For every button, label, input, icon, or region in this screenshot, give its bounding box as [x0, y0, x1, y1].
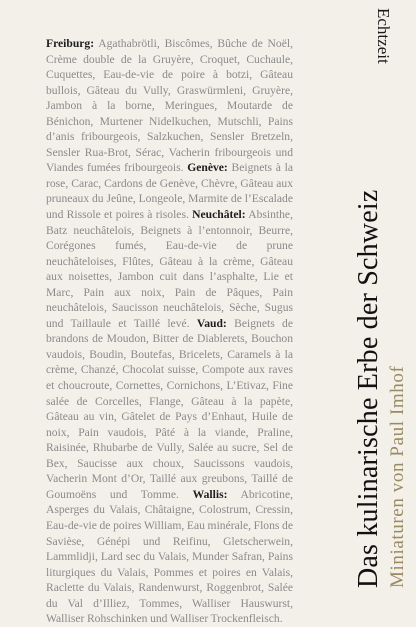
canton-name-geneve: Genève:: [187, 161, 228, 175]
publisher-name: Echtzeit: [374, 8, 393, 64]
canton-items-freiburg: Agathabrötli, Biscômes, Bûche de Noël, Crème double de la Gruyère, Croquet, Cuchaule, Cuquettes, Eau-de-vie de poire à botzi, Gâteau bullois, Gâteau du Vully, Graswürmleni, Gruyère, Jambon à la borne, Meringues, Moutarde de Bénichon, Murtener Nidelkuchen, Mutschli, Pains d’anis fribourgeois, Salzkuchen, Sensler Bretzeln, Sensler Rua-Brot, Sérac, Vacherin fribourgeois und Viandes fumées fribourgeois.: [46, 37, 293, 175]
canton-items-geneve: Beignets à la rose, Carac, Cardons de Genève, Chèvre, Gâteau aux pruneaux du Jeûne, Longeole, Marmite de l’Escalade und Rissole et poires à risoles.: [46, 161, 293, 222]
canton-name-vaud: Vaud:: [196, 316, 227, 330]
canton-name-neuchatel: Neuchâtel:: [192, 208, 246, 222]
canton-items-vaud: Beignets de brandons de Moudon, Bitter de Diablerets, Bouchon vaudois, Boudin, Boutefas, Bricelets, Caramels à la crème, Chanzé, Chocolat suisse, Compote aux raves et choucroute, Cornettes, Cornichons, L’Etivaz, Fine salée de Corcelles, Flange, Gâteau à la papète, Gâteau au vin, Gâtelet de Pays d’Enhaut, Huile de noix, Pain vaudois, Pâté à la viande, Praline, Raisinée, Rhubarbe de Vully, Salée au sucre, Sel de Bex, Saucisse aux choux, Saucissons vaudois, Vacherin Mont d’Or, Taillé aux greubons, Taillé de Goumoëns und Tomme.: [46, 316, 293, 501]
canton-name-freiburg: Freiburg:: [46, 37, 95, 50]
canton-name-wallis: Wallis:: [192, 487, 228, 501]
book-title: Das kulinarische Erbe der Schweiz: [353, 189, 384, 588]
publisher-logo: [326, 8, 416, 98]
canton-items-neuchatel: Absinthe, Batz neuchâtelois, Beignets à l’entonnoir, Beurre, Corégones fumés, Eau-de-vie de prune neuchâteloises, Flûtes, Gâteau à la crème, Gâteau aux noisettes, Jambon cuit dans l’asphalte, Lie et Marc, Pain aux noix, Pain de Pâques, Pain neuchâtelois, Saucisson neuchâtelois, Sèche, Sugus und Taillaule et Taillé levé.: [46, 208, 293, 330]
canton-food-list: [46, 36, 293, 627]
canton-items-wallis: Abricotine, Asperges du Valais, Châtaigne, Colostrum, Cressin, Eau-de-vie de poires William, Eau minérale, Flons de Savièse, Génépi und Reifinu, Gletscherwein, Lammlidji, Lard sec du Valais, Munder Safran, Pains liturgiques du Valais, Pommes et poires en Valais, Raclette du Valais, Randenwurst, Roggenbrot, Salée du Val d’Illiez, Tommes, Walliser Hauswurst, Walliser Rohschinken und Walliser Trockenfleisch.: [46, 487, 293, 626]
book-subtitle: Miniaturen von Paul Imhof: [387, 365, 408, 588]
